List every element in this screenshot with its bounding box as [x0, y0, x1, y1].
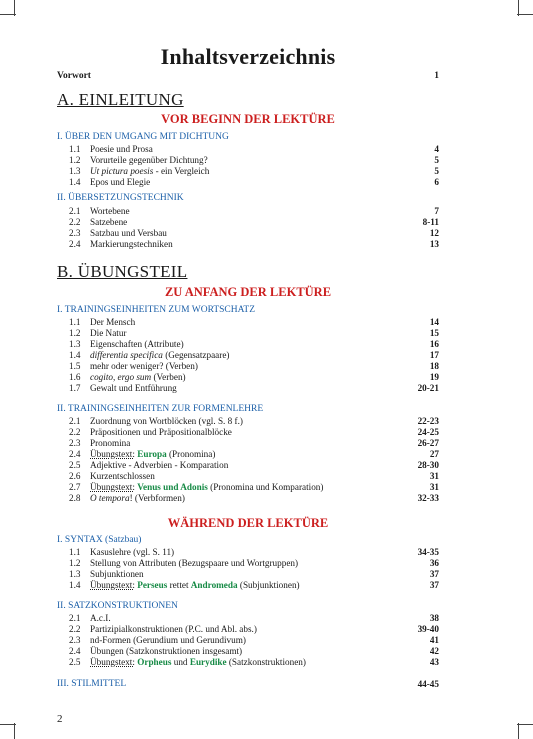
entry-number: 2.4: [69, 239, 81, 249]
entry-number: 2.5: [69, 460, 81, 470]
entry-text: Zuordnung von Wortblöcken (vgl. S. 8 f.): [90, 416, 243, 426]
entry-italic: cogito, ergo sum: [90, 372, 152, 382]
entry-number: 1.3: [69, 569, 81, 579]
entry-text: Der Mensch: [90, 317, 136, 327]
toc-entry[interactable]: [57, 579, 439, 591]
entry-page: 37: [429, 569, 439, 579]
entry-text-rest: (Pronomina und Komparation): [207, 482, 324, 492]
crop-mark: [517, 724, 533, 725]
entry-number: 1.2: [69, 558, 81, 568]
entry-text: Übungen (Satzkonstruktionen insgesamt): [90, 646, 243, 656]
entry-text: [90, 492, 185, 504]
entry-text: Vorurteile gegenüber Dichtung?: [90, 155, 208, 165]
entry-text: Markierungstechniken: [90, 239, 173, 249]
entry-number: 2.3: [69, 635, 81, 645]
entry-page: 37: [429, 580, 439, 590]
entry-number: 2.8: [69, 493, 81, 503]
entry-number: 1.4: [69, 580, 81, 590]
entry-text: [90, 656, 306, 668]
entry-number: 1.2: [69, 328, 81, 338]
part-b-subheading-during: WÄHREND DER LEKTÜRE: [167, 516, 329, 530]
exercise-name: Perseus: [137, 580, 168, 590]
entry-page: 31: [429, 482, 439, 492]
entry-number: 1.6: [69, 372, 81, 382]
section-title: II. SATZKONSTRUKTIONEN: [57, 601, 178, 611]
entry-page: 36: [429, 558, 439, 568]
entry-page: 5: [434, 155, 439, 165]
entry-text-mid: rettet: [167, 580, 191, 590]
entry-text: nd-Formen (Gerundium und Gerundivum): [90, 635, 246, 645]
entry-text-rest: (Gegensatzpaare): [162, 350, 230, 360]
entry-page: 31: [429, 471, 439, 481]
entry-text: Eigenschaften (Attribute): [90, 339, 184, 349]
entry-page: 18: [429, 361, 439, 371]
section-title: II. TRAININGSEINHEITEN ZUR FORMENLEHRE: [57, 404, 264, 414]
entry-number: 2.2: [69, 427, 81, 437]
exercise-label: Übungstext:: [90, 482, 135, 492]
entry-text: [90, 579, 300, 591]
entry-page: 44-45: [417, 679, 439, 689]
entry-italic: differentia specifica: [90, 350, 163, 360]
entry-text: Kurzentschlossen: [90, 471, 155, 481]
entry-page: 6: [434, 177, 439, 187]
entry-number: 2.1: [69, 206, 81, 216]
part-b-subheading-start: ZU ANFANG DER LEKTÜRE: [164, 285, 332, 299]
toc-entry[interactable]: [57, 492, 439, 504]
crop-mark: [0, 14, 16, 15]
entry-page: 7: [434, 206, 439, 216]
section-title: I. ÜBER DEN UMGANG MIT DICHTUNG: [57, 132, 229, 142]
entry-number: 2.1: [69, 416, 81, 426]
entry-number: 1.5: [69, 361, 81, 371]
entry-text-mid: und: [171, 657, 190, 667]
page-number: 2: [57, 713, 63, 725]
part-a-subheading: VOR BEGINN DER LEKTÜRE: [161, 112, 335, 126]
entry-page: 19: [429, 372, 439, 382]
entry-page: 41: [429, 635, 439, 645]
entry-text: Wortebene: [90, 206, 130, 216]
entry-number: 2.1: [69, 613, 81, 623]
entry-text: Kasuslehre (vgl. S. 11): [90, 547, 175, 557]
exercise-name: Europa: [137, 449, 167, 459]
entry-text: Gewalt und Entführung: [90, 383, 177, 393]
entry-text: Epos und Elegie: [90, 177, 151, 187]
toc-entry[interactable]: [57, 382, 439, 394]
entry-page: 24-25: [417, 427, 439, 437]
toc-entry[interactable]: [57, 238, 439, 250]
entry-number: 1.1: [69, 144, 81, 154]
entry-text: Poesie und Prosa: [90, 144, 153, 154]
entry-text-rest: (Subjunktionen): [237, 580, 300, 590]
entry-number: 1.1: [69, 317, 81, 327]
entry-page: 14: [429, 317, 439, 327]
exercise-name: Eurydike: [189, 657, 227, 667]
entry-text-rest: (Pronomina): [166, 449, 216, 459]
entry-page: 26-27: [417, 438, 439, 448]
entry-page: 4: [434, 144, 439, 154]
entry-page: 32-33: [417, 493, 439, 503]
entry-text: Subjunktionen: [90, 569, 144, 579]
entry-number: 2.2: [69, 217, 81, 227]
entry-text-rest: - ein Vergleich: [153, 166, 210, 176]
entry-number: 1.4: [69, 350, 81, 360]
entry-text: Adjektive - Adverbien - Komparation: [90, 460, 229, 470]
crop-mark: [518, 723, 519, 739]
toc-entry[interactable]: [57, 656, 439, 668]
entry-number: 2.5: [69, 657, 81, 667]
entry-number: 2.3: [69, 438, 81, 448]
section-title: I. TRAININGSEINHEITEN ZUM WORTSCHATZ: [57, 305, 256, 315]
entry-page: 1: [434, 71, 439, 81]
entry-page: 38: [429, 613, 439, 623]
entry-page: 34-35: [417, 547, 439, 557]
entry-number: 1.4: [69, 177, 81, 187]
entry-page: 17: [429, 350, 439, 360]
entry-page: 20-21: [417, 383, 439, 393]
entry-number: 2.4: [69, 449, 81, 459]
entry-text: Partizipialkonstruktionen (P.C. und Abl. abs.): [90, 624, 257, 634]
entry-italic: Ut pictura poesis: [90, 166, 154, 176]
entry-text-rest: ! (Verbformen): [129, 493, 185, 503]
crop-mark: [14, 723, 15, 739]
entry-number: 2.2: [69, 624, 81, 634]
entry-page: 13: [429, 239, 439, 249]
entry-page: 43: [429, 657, 439, 667]
entry-number: 1.1: [69, 547, 81, 557]
section-title: II. ÜBERSETZUNGSTECHNIK: [57, 193, 184, 203]
entry-page: 27: [429, 449, 439, 459]
entry-number: 2.6: [69, 471, 81, 481]
entry-page: 8-11: [422, 217, 439, 227]
entry-text: Satzebene: [90, 217, 128, 227]
entry-number: 2.7: [69, 482, 81, 492]
entry-number: 2.3: [69, 228, 81, 238]
toc-entry[interactable]: [57, 176, 439, 188]
entry-number: 1.3: [69, 166, 81, 176]
exercise-name: Venus und Adonis: [137, 482, 208, 492]
part-a-heading: A. EINLEITUNG: [57, 90, 184, 109]
entry-text: Stellung von Attributen (Bezugspaare und Wortgruppen): [90, 558, 299, 568]
section-title: III. STILMITTEL: [57, 679, 127, 689]
entry-page: 5: [434, 166, 439, 176]
exercise-label: Übungstext:: [90, 449, 135, 459]
entry-page: 22-23: [417, 416, 439, 426]
entry-page: 12: [429, 228, 439, 238]
exercise-label: Übungstext:: [90, 580, 135, 590]
exercise-label: Übungstext:: [90, 657, 135, 667]
entry-number: 1.2: [69, 155, 81, 165]
toc-entry-vorwort[interactable]: [57, 71, 439, 81]
entry-text: mehr oder weniger? (Verben): [90, 361, 198, 371]
entry-text: Präpositionen und Präpositionalblöcke: [90, 427, 232, 437]
entry-page: 28-30: [417, 460, 439, 470]
entry-page: 42: [429, 646, 439, 656]
part-b-heading: B. ÜBUNGSTEIL: [57, 262, 188, 281]
entry-text-rest: (Satzkonstruktionen): [226, 657, 306, 667]
entry-page: 39-40: [417, 624, 439, 634]
entry-italic: O tempora: [90, 493, 130, 503]
entry-label: Vorwort: [57, 71, 91, 81]
exercise-name: Andromeda: [190, 580, 238, 590]
entry-page: 16: [429, 339, 439, 349]
toc-entry-stilmittel[interactable]: [57, 678, 439, 690]
exercise-name: Orpheus: [137, 657, 172, 667]
section-title: I. SYNTAX (Satzbau): [57, 535, 142, 545]
entry-number: 1.7: [69, 383, 81, 393]
entry-text: Satzbau und Versbau: [90, 228, 167, 238]
entry-page: 15: [429, 328, 439, 338]
entry-number: 2.4: [69, 646, 81, 656]
entry-text: Pronomina: [90, 438, 131, 448]
entry-text-rest: (Verben): [151, 372, 186, 382]
crop-mark: [517, 14, 533, 15]
entry-text: A.c.I.: [90, 613, 111, 623]
crop-mark: [0, 724, 16, 725]
page-title: Inhaltsverzeichnis: [160, 44, 336, 69]
entry-text: Die Natur: [90, 328, 127, 338]
entry-number: 1.3: [69, 339, 81, 349]
